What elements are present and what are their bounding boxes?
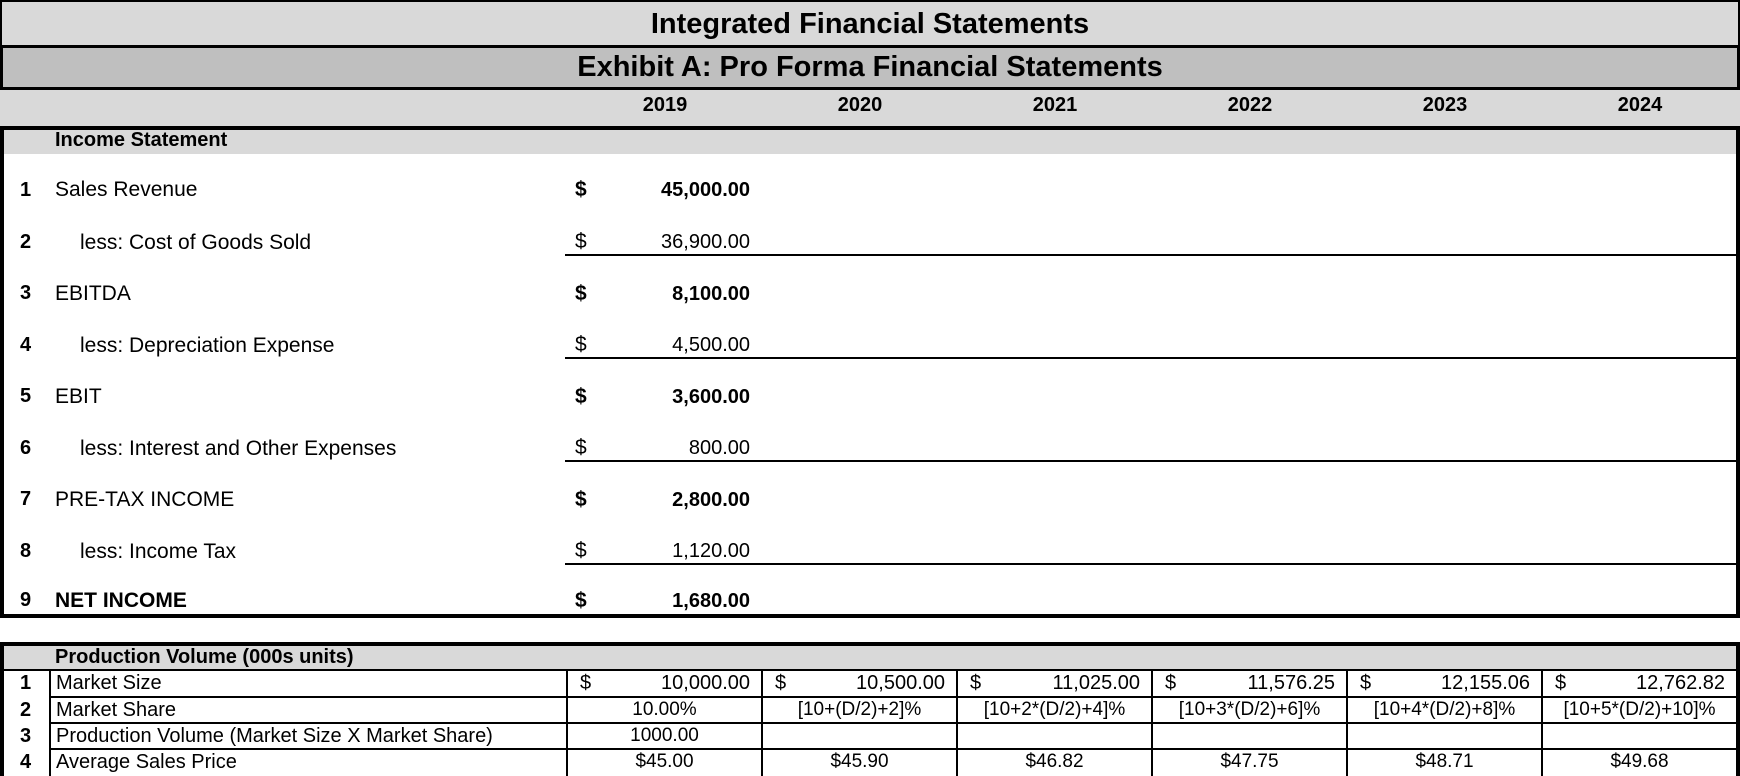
income-statement-box xyxy=(0,126,1740,618)
income-statement-heading: Income Statement xyxy=(55,129,228,151)
row-number: 1 xyxy=(20,672,32,694)
average-sales-price-2024: $49.68 xyxy=(1610,751,1669,772)
row-label: Production Volume (Market Size X Market Share) xyxy=(56,725,493,747)
row-value: 3,600.00 xyxy=(672,386,750,408)
currency-symbol: $ xyxy=(575,282,587,305)
year-2019: 2019 xyxy=(642,94,688,116)
row-number: 7 xyxy=(20,488,32,510)
row-number: 8 xyxy=(20,540,32,562)
row-label: less: Interest and Other Expenses xyxy=(80,437,397,460)
income-statement-header xyxy=(4,130,1736,154)
row-number: 3 xyxy=(20,725,32,747)
subtotal-underline xyxy=(565,563,1736,565)
market-share-2020: [10+(D/2)+2]% xyxy=(797,699,922,720)
row-label: Sales Revenue xyxy=(55,178,198,201)
row-value: 1,120.00 xyxy=(672,540,750,562)
row-number: 3 xyxy=(20,282,32,304)
average-sales-price-2020: $45.90 xyxy=(830,751,889,772)
market-share-2021: [10+2*(D/2)+4]% xyxy=(983,699,1126,720)
row-value: 4,500.00 xyxy=(672,334,750,356)
row-number: 6 xyxy=(20,437,32,459)
row-value: 1,680.00 xyxy=(672,590,750,612)
production-volume-2019: 1000.00 xyxy=(630,725,699,746)
row-label: PRE-TAX INCOME xyxy=(55,488,235,511)
currency-symbol: $ xyxy=(575,178,587,201)
row-label: Market Size xyxy=(56,672,162,694)
row-value: 36,900.00 xyxy=(661,231,750,253)
market-share-2022: [10+3*(D/2)+6]% xyxy=(1178,699,1321,720)
currency-symbol: $ xyxy=(575,539,587,562)
year-2023: 2023 xyxy=(1422,94,1468,116)
year-2024: 2024 xyxy=(1617,94,1663,116)
market-size-2023: 12,155.06 xyxy=(1441,672,1530,694)
currency-symbol: $ xyxy=(575,230,587,253)
year-2022: 2022 xyxy=(1227,94,1273,116)
market-size-2022: 11,576.25 xyxy=(1247,672,1335,694)
row-number: 4 xyxy=(20,751,32,773)
subtotal-underline xyxy=(565,460,1736,462)
currency-symbol: $ xyxy=(775,672,787,694)
average-sales-price-2021: $46.82 xyxy=(1025,751,1084,772)
currency-symbol: $ xyxy=(575,589,587,612)
row-label: less: Income Tax xyxy=(80,540,237,563)
currency-symbol: $ xyxy=(575,436,587,459)
market-size-2021: 11,025.00 xyxy=(1052,672,1140,694)
production-volume-heading: Production Volume (000s units) xyxy=(55,646,354,668)
exhibit-title: Exhibit A: Pro Forma Financial Statements xyxy=(0,48,1740,90)
currency-symbol: $ xyxy=(575,488,587,511)
row-number: 2 xyxy=(20,231,32,253)
currency-symbol: $ xyxy=(575,385,587,408)
year-2021: 2021 xyxy=(1032,94,1078,116)
currency-symbol: $ xyxy=(1165,672,1177,694)
grid-line xyxy=(4,669,1736,671)
row-label: less: Depreciation Expense xyxy=(80,334,335,357)
currency-symbol: $ xyxy=(580,672,592,694)
row-value: 45,000.00 xyxy=(661,179,750,201)
market-size-2024: 12,762.82 xyxy=(1636,672,1725,694)
row-label: EBITDA xyxy=(55,282,131,305)
market-share-2024: [10+5*(D/2)+10]% xyxy=(1563,699,1716,720)
row-number: 2 xyxy=(20,699,32,721)
grid-line xyxy=(49,696,1736,698)
row-label: NET INCOME xyxy=(55,589,187,612)
currency-symbol: $ xyxy=(1360,672,1372,694)
market-share-2019: 10.00% xyxy=(632,699,697,720)
market-share-2023: [10+4*(D/2)+8]% xyxy=(1373,699,1516,720)
row-label: Market Share xyxy=(56,699,177,721)
average-sales-price-2023: $48.71 xyxy=(1415,751,1474,772)
row-value: 2,800.00 xyxy=(672,489,750,511)
subtotal-underline xyxy=(565,357,1736,359)
currency-symbol: $ xyxy=(970,672,982,694)
row-value: 8,100.00 xyxy=(672,283,750,305)
average-sales-price-2019: $45.00 xyxy=(635,751,694,772)
grid-line xyxy=(49,722,1736,724)
row-value: 800.00 xyxy=(688,437,750,459)
row-label: less: Cost of Goods Sold xyxy=(80,231,312,254)
row-label: EBIT xyxy=(55,385,102,408)
grid-line xyxy=(49,669,51,776)
subtotal-underline xyxy=(565,254,1736,256)
row-number: 4 xyxy=(20,334,32,356)
currency-symbol: $ xyxy=(1555,672,1567,694)
row-number: 9 xyxy=(20,589,32,611)
market-size-2019: 10,000.00 xyxy=(661,672,750,694)
average-sales-price-2022: $47.75 xyxy=(1220,751,1279,772)
row-number: 1 xyxy=(20,179,32,201)
grid-line xyxy=(49,748,1736,750)
market-size-2020: 10,500.00 xyxy=(856,672,945,694)
year-2020: 2020 xyxy=(837,94,883,116)
row-number: 5 xyxy=(20,385,32,407)
row-label: Average Sales Price xyxy=(56,751,237,773)
statement-title: Integrated Financial Statements xyxy=(0,0,1740,48)
currency-symbol: $ xyxy=(575,333,587,356)
